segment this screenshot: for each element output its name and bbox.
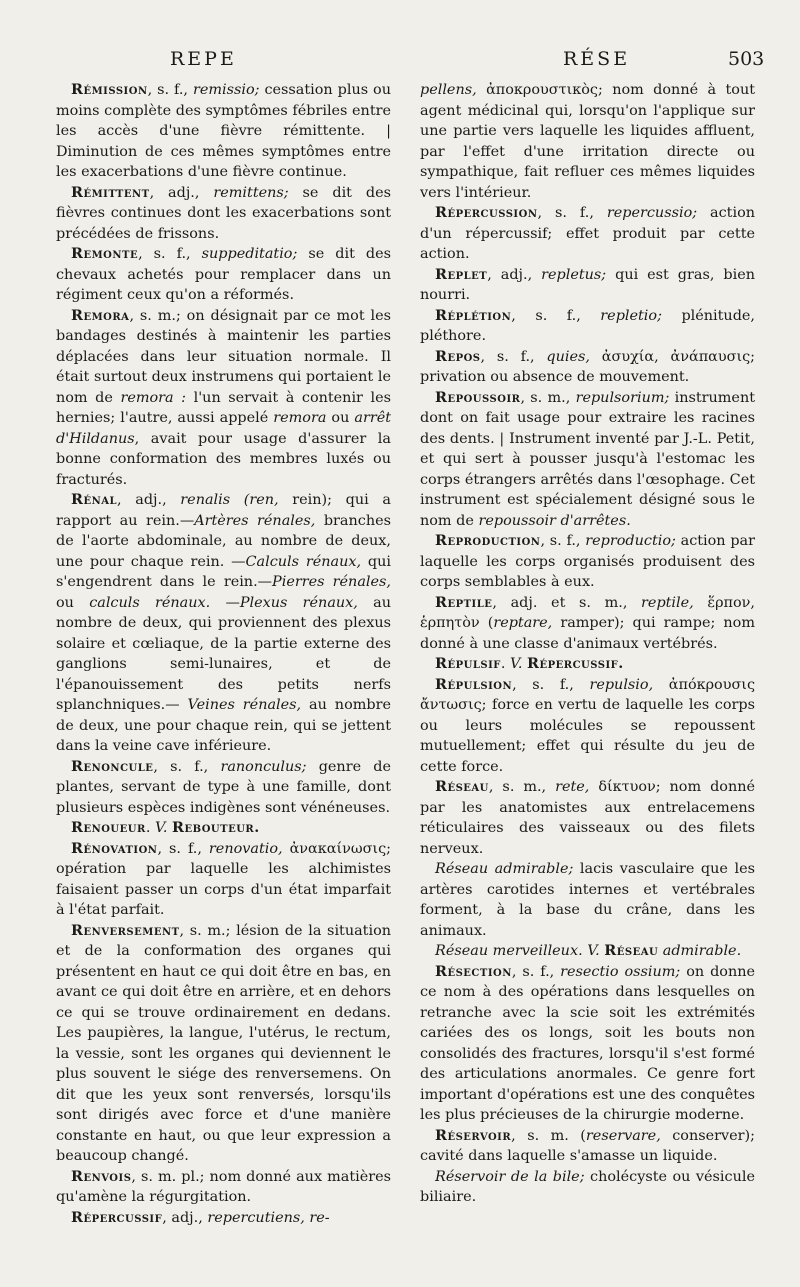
entry-text: on donne ce nom à des opérations dans lesquelles on retranche avec la scie soit les extrémités cariées des os longs, soit les bouts non consolidés des fractures, lorsqu'il s'est formé des articulations anormales. Ce genre fort important d'opérations est une des conquêtes les plus précieuses de la chirurgie moderne. [420, 963, 755, 1123]
italic-term: calculs rénaux. [89, 594, 211, 611]
entry-text: cessation plus ou moins complète des symptômes fébriles entre les accès d'une fièvre rémittente. | Diminution de ces mêmes symptômes entre les exacerbations d'une fièvre continue. [56, 82, 391, 180]
entry-text: l'un servait à contenir les hernies; l'autre, aussi appelé [56, 389, 391, 426]
entry-text: , s. f., [537, 205, 607, 221]
headword: Résection [435, 962, 512, 980]
headword: Remonte [71, 245, 139, 262]
italic-term: reptile, [641, 594, 694, 611]
dictionary-entry [56, 306, 391, 491]
dictionary-entry [420, 80, 755, 203]
entry-text: , s. f., [540, 533, 586, 549]
headword: Reproduction [435, 532, 541, 549]
headword: Réseau [435, 778, 489, 795]
dictionary-entry [420, 388, 755, 532]
entry-text: conserver); cavité dans laquelle s'amasse un liquide. [420, 1127, 755, 1164]
entry-text: se dit des chevaux achetés pour remplacer dans un régiment ceux qu'on a réformés. [56, 246, 391, 303]
entry-text: . [500, 656, 511, 672]
dictionary-entry [56, 1167, 391, 1208]
headword: Répulsif [435, 655, 501, 672]
dictionary-entry [420, 347, 755, 388]
italic-term: V. [587, 943, 600, 959]
italic-term: repercussio; [606, 205, 698, 221]
italic-term: repercutiens, re- [207, 1209, 330, 1226]
entry-text: rein); qui a rapport au rein.— [56, 492, 391, 529]
headword: Répercussif [71, 1208, 163, 1226]
entry-text: , s. m.; lésion de la situation et de la conformation des organes qui présentent en haut ce qui doit être en bas, en avant ce qui doit être en arrière, et en dehors ce qui se trouve ordinairement en dedans. Les paupières, la langue, l'utérus, le rectum, la vessie, sont les organes qui deviennent le plus souvent le siége des renversemens. On dit que les yeux sont renversés, lorsqu'ils sont dirigés avec force et d'une manière constante en haut, ou que leur expression a beaucoup changé. [56, 922, 391, 1164]
entry-text: . [145, 820, 155, 836]
dictionary-entry [420, 941, 755, 962]
dictionary-entry [420, 306, 755, 347]
entry-text: cholécyste ou vésicule biliaire. [420, 1168, 755, 1205]
entry-text: , s. f., [512, 676, 590, 693]
headword: Réseau [604, 942, 659, 959]
dictionary-entry [56, 490, 391, 757]
italic-term: repletus; [541, 266, 607, 283]
entry-text: , adj., [162, 1209, 208, 1226]
headword: Rémittent [71, 183, 150, 201]
italic-term: Réservoir de la bile; [435, 1168, 585, 1185]
italic-term: suppeditatio; [201, 246, 298, 262]
dictionary-entry [420, 675, 755, 778]
entry-text: , s. f., [480, 348, 547, 365]
right-column [420, 80, 755, 1208]
dictionary-entry [56, 1208, 391, 1229]
entry-text: — [210, 594, 240, 611]
dictionary-entry [56, 244, 391, 306]
entry-text: plénitude, pléthore. [420, 307, 755, 344]
entry-text: , adj., [149, 184, 214, 201]
italic-term: repoussoir d'arrêtes. [478, 512, 631, 529]
italic-term: Calculs rénaux, [245, 553, 362, 570]
header-right-word: RÉSE [563, 48, 631, 70]
entry-text: , s. f., [511, 307, 601, 324]
italic-term: reservare, [585, 1127, 661, 1144]
italic-term: Réseau admirable; [435, 861, 574, 877]
left-column [56, 80, 391, 1228]
entry-text: au nombre de deux, une pour chaque rein, qui se jettent dans la veine cave inférieure. [56, 697, 391, 754]
italic-term: resectio ossium; [560, 963, 681, 980]
entry-text: , adj. et s. m., [492, 594, 642, 611]
entry-text: action d'un répercussif; effet produit par cette action. [420, 205, 755, 262]
entry-text: , adj., [487, 266, 542, 283]
entry-text: branches de l'aorte abdominale, au nombre de deux, une pour chaque rein. — [56, 512, 391, 570]
headword: Renversement [71, 921, 180, 939]
dictionary-entry [420, 531, 755, 593]
entry-text: ἀποκρουστικὸς; nom donné à tout agent médicinal qui, lorsqu'on l'applique sur une partie vers laquelle les liquides affluent, par l'effet d'une irritation directe ou sympathique, fait refluer ces mêmes liquides vers l'intérieur. [420, 82, 755, 201]
italic-term: admirable. [658, 943, 742, 959]
headword: Rémission [71, 81, 148, 98]
dictionary-entry [420, 859, 755, 941]
entry-text: ou [56, 594, 90, 611]
headword: Rebouteur. [172, 819, 260, 836]
italic-term: renalis (ren, [180, 492, 279, 508]
header-left-word: REPE [170, 48, 237, 70]
entry-text: ἕρπον, ἑρπητὸν ( [420, 594, 756, 631]
entry-text: , s. f., [153, 758, 221, 775]
italic-term: Réseau merveilleux. [435, 943, 583, 959]
dictionary-entry [56, 80, 391, 183]
italic-term: Artères rénales, [194, 512, 316, 529]
dictionary-entry [420, 962, 755, 1126]
entry-text: , s. f., [511, 963, 561, 980]
italic-term: V. [154, 820, 168, 836]
headword: Répulsion [435, 675, 513, 693]
italic-term: remora [273, 410, 327, 426]
entry-text: lacis vasculaire que les artères carotides internes et vertébrales forment, à la base du crâne, dans les animaux. [420, 861, 755, 939]
running-header [0, 48, 800, 78]
italic-term: remissio; [192, 82, 260, 98]
italic-term: repletio; [600, 307, 662, 324]
entry-text: ἀνακαίνωσις; opération par laquelle les alchimistes faisaient passer un corps d'un état imparfait à l'état parfait. [56, 840, 391, 918]
italic-term: repulsio, [589, 676, 654, 693]
dictionary-entry [420, 777, 755, 859]
entry-text: , s. m.; on désignait par ce mot les bandages destinés à maintenir les parties déplacées dans leur situation normale. Il était surtout deux instrumens qui portaient le nom de [56, 307, 391, 406]
headword: Repos [435, 347, 481, 365]
entry-text: , s. f., [138, 246, 202, 262]
entry-text: δίκτυον; nom donné par les anatomistes aux entrelacemens réticulaires des vaisseaux ou des filets nerveux. [420, 779, 755, 857]
headword: Réplétion [435, 306, 512, 324]
dictionary-entry [56, 839, 391, 921]
entry-text: , s. m., [488, 779, 556, 795]
dictionary-entry [420, 203, 755, 265]
headword: Remora [71, 306, 130, 324]
entry-text: qui s'engendrent dans le rein.— [56, 553, 391, 590]
headword: Reptile [435, 593, 493, 611]
entry-text: ἀσυχία, ἀνάπαυσις; privation ou absence de mouvement. [420, 348, 755, 385]
dictionary-entry [56, 757, 391, 819]
dictionary-entry [420, 1167, 755, 1208]
dictionary-entry [56, 921, 391, 1167]
entry-text: ou [326, 410, 355, 426]
entry-text: se dit des fièvres continues dont les exacerbations sont précédées de frissons. [56, 184, 391, 242]
headword: Répercussif. [527, 655, 624, 672]
italic-term: renovatio, [208, 840, 283, 857]
dictionary-entry [56, 183, 391, 245]
italic-term: remittens; [213, 184, 289, 201]
headword: Renvois [71, 1167, 132, 1185]
entry-text: qui est gras, bien nourri. [420, 266, 755, 303]
entry-text: , adj., [117, 492, 181, 508]
entry-text: action par laquelle les corps organisés produisent des corps semblables à eux. [420, 533, 756, 590]
page-number: 503 [728, 48, 765, 70]
italic-term: repulsorium; [575, 389, 670, 406]
dictionary-entry [420, 593, 755, 655]
entry-text: ἀπόκρουσις ἄντωσις; force en vertu de laquelle les corps ou leurs molécules se repoussent mutuellement; effet qui résulte du jeu de cette force. [420, 676, 755, 775]
entry-text: ramper); qui rampe; nom donné à une classe d'animaux vertébrés. [420, 615, 755, 652]
italic-term: reproductio; [585, 533, 676, 549]
entry-text: , s. f., [147, 82, 193, 98]
headword: Répercussion [435, 204, 538, 221]
entry-text: instrument dont on fait usage pour extraire les racines des dents. | Instrument inventé par J.-L. Petit, et qui sert à pousser jusqu'à l'estomac les corps étrangers arrêtés dans l'œsophage. Cet instrument est spécialement désigné sous le nom de [420, 389, 755, 529]
entry-text: , avait pour usage d'assurer la bonne conformation des membres luxés ou fracturés. [56, 430, 391, 488]
italic-term: rete, [555, 779, 590, 795]
entry-text: au nombre de deux, qui proviennent des plexus solaire et cœliaque, de la partie externe des ganglions semi-lunaires, et de l'épanouissement des petits nerfs splanchniques.— [56, 594, 391, 713]
italic-term: pellens, [420, 82, 477, 98]
headword: Replet [435, 265, 488, 283]
headword: Renoueur [71, 819, 146, 836]
headword: Renoncule [71, 757, 154, 775]
italic-term: V. [510, 656, 523, 672]
entry-text: , s. m. pl.; nom donné aux matières qu'amène la régurgitation. [56, 1168, 391, 1205]
entry-text: , s. m., [520, 389, 576, 406]
italic-term: reptare, [493, 615, 553, 631]
headword: Rénovation [71, 839, 158, 857]
italic-term: Plexus rénaux, [239, 594, 358, 611]
headword: Repoussoir [435, 388, 521, 406]
dictionary-entry [420, 1126, 755, 1167]
italic-term: quies, [546, 348, 590, 365]
italic-term: ranonculus; [220, 758, 307, 775]
entry-text: , s. m. ( [511, 1127, 586, 1144]
dictionary-entry [56, 818, 391, 839]
dictionary-entry [420, 265, 755, 306]
headword: Réservoir [435, 1126, 512, 1144]
italic-term: remora : [120, 389, 187, 406]
italic-term: Veines rénales, [187, 697, 302, 713]
entry-text: , s. f., [157, 840, 209, 857]
italic-term: Pierres rénales, [272, 574, 391, 590]
italic-term: arrêt d'Hildanus [56, 410, 391, 447]
entry-text: genre de plantes, servant de type à une famille, dont plusieurs espèces indigènes sont vénéneuses. [56, 758, 391, 816]
headword: Rénal [71, 491, 118, 508]
dictionary-entry [420, 654, 755, 675]
